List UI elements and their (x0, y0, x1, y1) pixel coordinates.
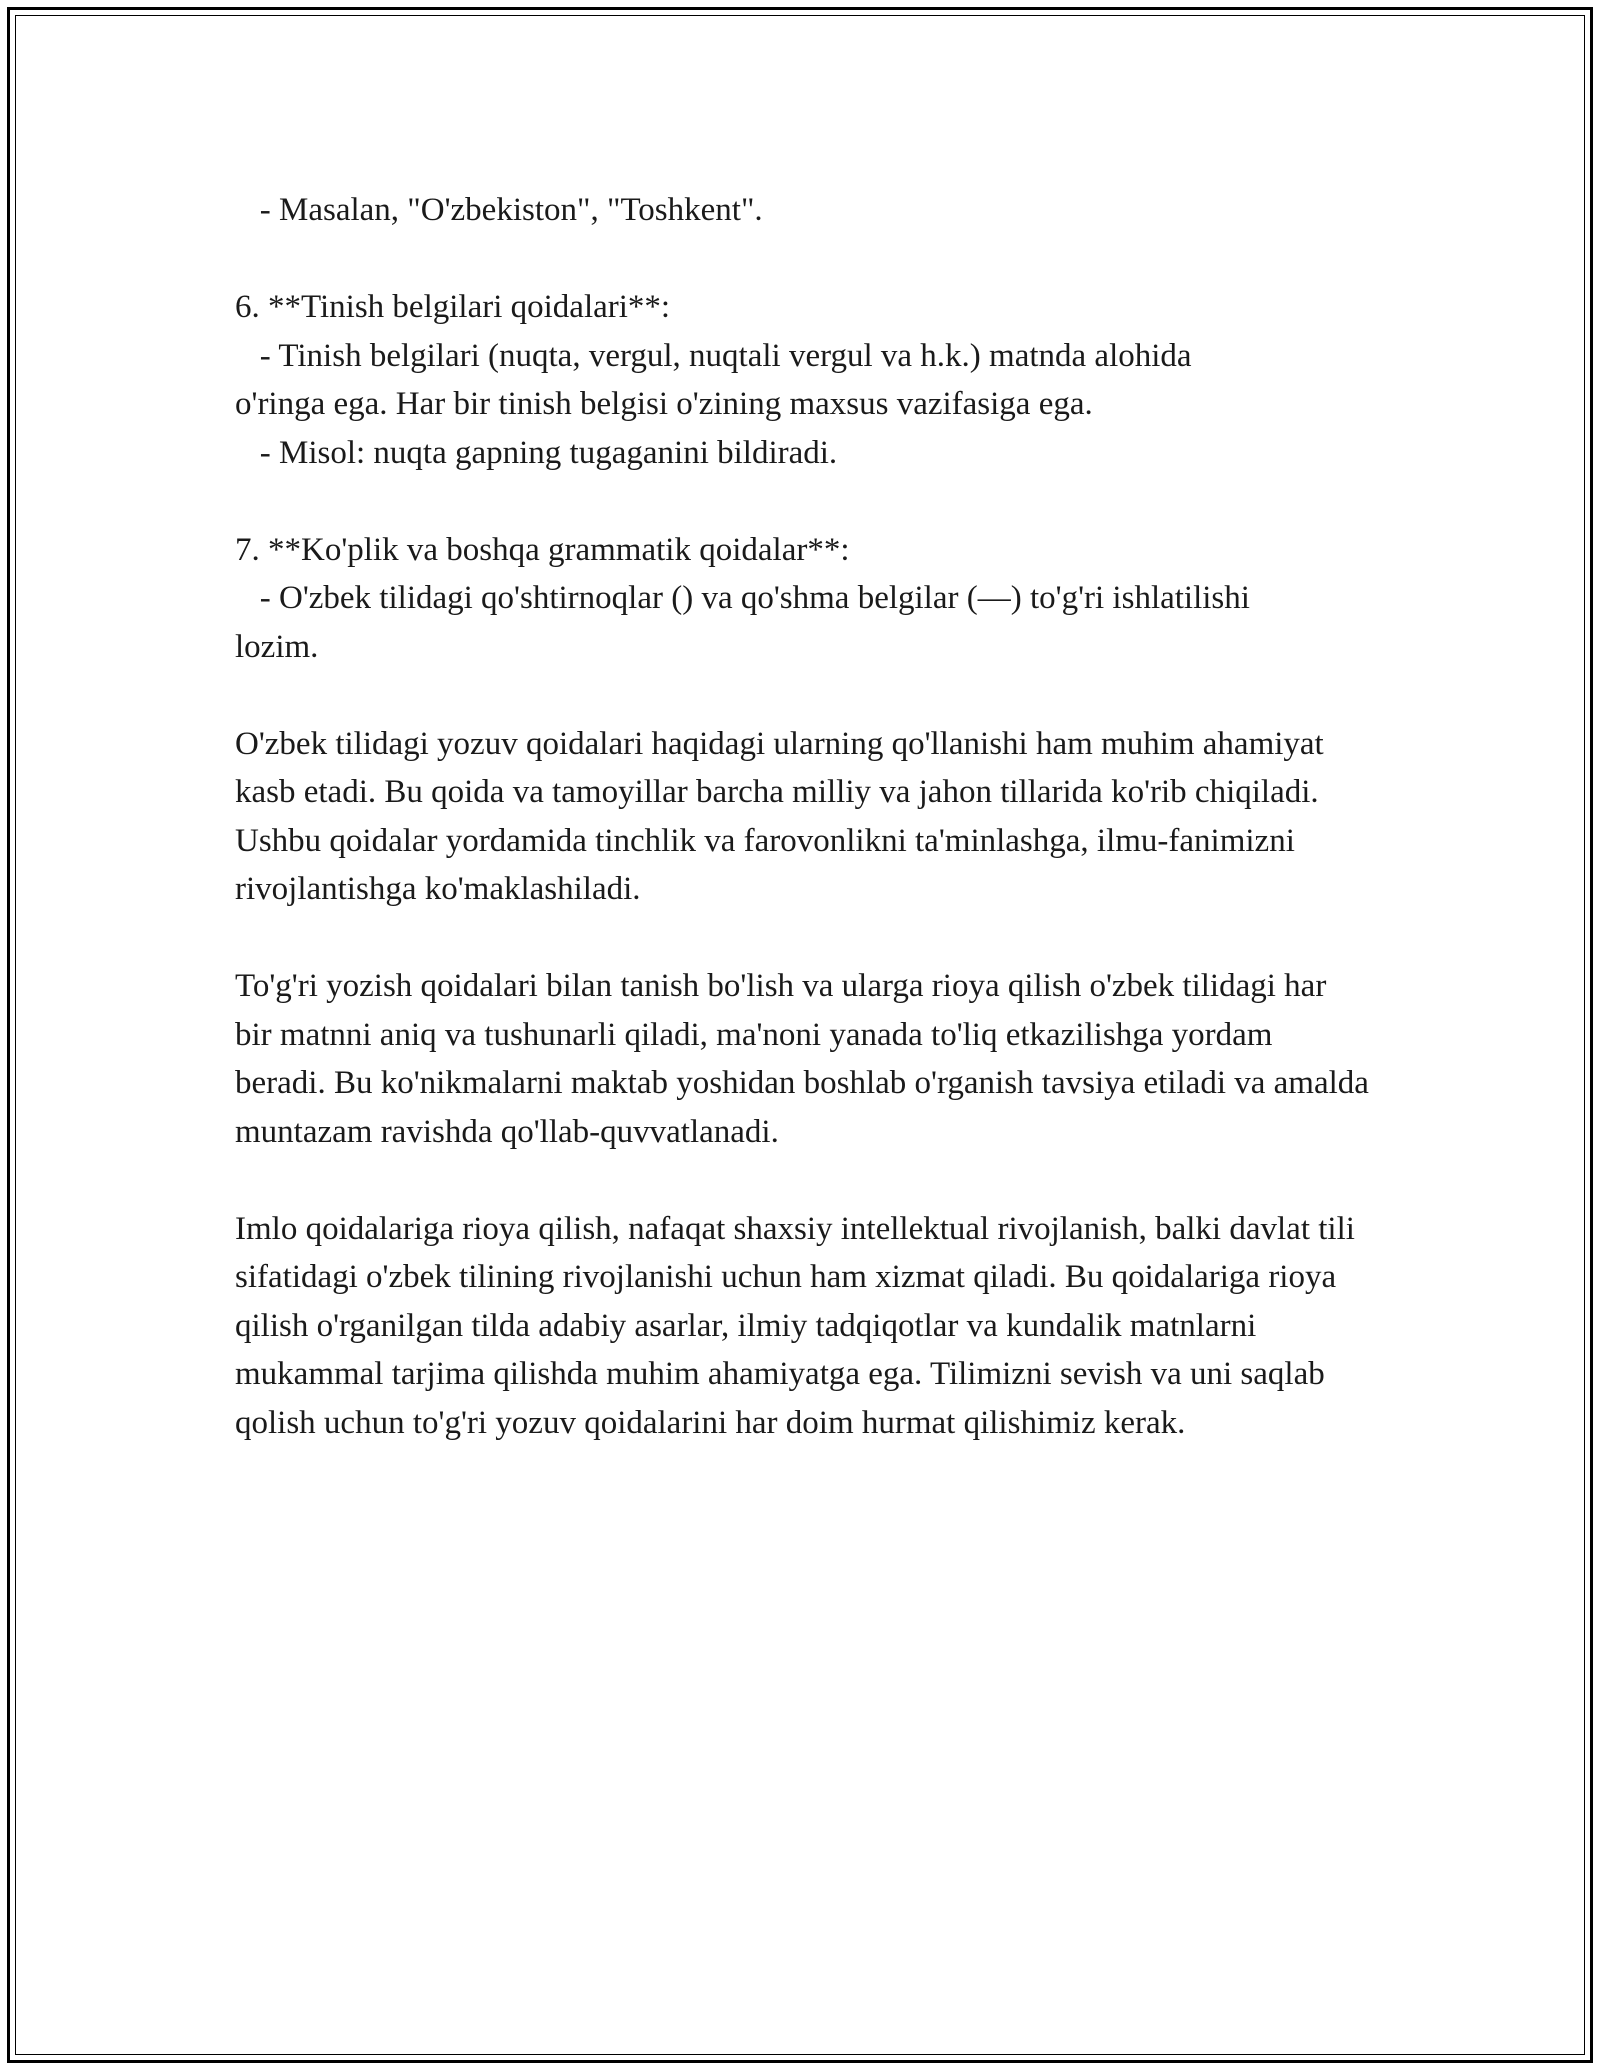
paragraph-correct-writing: To'g'ri yozish qoidalari bilan tanish bo'lish va ularga rioya qilish o'zbek tilidagi har bir matnni aniq va tushunarli qiladi, ma'noni yanada to'liq etkazilishga yordam beradi. Bu ko'nikmalarni maktab yoshidan boshlab o'rganish tavsiya etiladi va amalda muntazam ravishda qo'llab-quvvatlanadi. (235, 968, 1369, 1150)
document-body (235, 186, 1370, 1447)
spacer (235, 671, 1370, 720)
section-7-bullet-1-line-2: lozim. (235, 628, 319, 665)
spacer (235, 1156, 1370, 1205)
spacer (235, 914, 1370, 963)
section-6-heading: 6. **Tinish belgilari qoidalari**: (235, 289, 671, 325)
section-6-bullet-1-line-1: - Tinish belgilari (nuqta, vergul, nuqtali vergul va h.k.) matnda alohida (235, 337, 1192, 374)
paragraph-importance: O'zbek tilidagi yozuv qoidalari haqidagi ularning qo'llanishi ham muhim ahamiyat kasb etadi. Bu qoida va tamoyillar barcha milliy va jahon tillarida ko'rib chiqiladi. Ushbu qoidalar yordamida tinchlik va farovonlikni ta'minlashga, ilmu-fanimizni rivojlantishga ko'maklashiladi. (235, 725, 1324, 907)
section-7-heading: 7. **Ko'plik va boshqa grammatik qoidalar**: (235, 531, 850, 568)
section-6-bullet-2: - Misol: nuqta gapning tugaganini bildiradi. (235, 434, 838, 471)
section-5-example: - Masalan, "O'zbekiston", "Toshkent". (235, 192, 763, 228)
paragraph-spelling-rules: Imlo qoidalariga rioya qilish, nafaqat shaxsiy intellektual rivojlanish, balki davlat tili sifatidagi o'zbek tilining rivojlanishi uchun ham xizmat qiladi. Bu qoidalariga rioya qilish o'rganilgan tilda adabiy asarlar, ilmiy tadqiqotlar va kundalik matnlarni mukammal tarjima qilishda muhim ahamiyatga ega. Tilimizni sevish va uni saqlab qolish uchun to'g'ri yozuv qoidalarini har doim hurmat qilishimiz kerak. (235, 1210, 1355, 1441)
spacer (235, 235, 1370, 284)
section-7-bullet-1-line-1: - O'zbek tilidagi qo'shtirnoqlar () va qo'shma belgilar (—) to'g'ri ishlatilishi (235, 580, 1250, 616)
spacer (235, 477, 1370, 526)
section-6-bullet-1-line-2: o'ringa ega. Har bir tinish belgisi o'zining maxsus vazifasiga ega. (235, 386, 1093, 422)
